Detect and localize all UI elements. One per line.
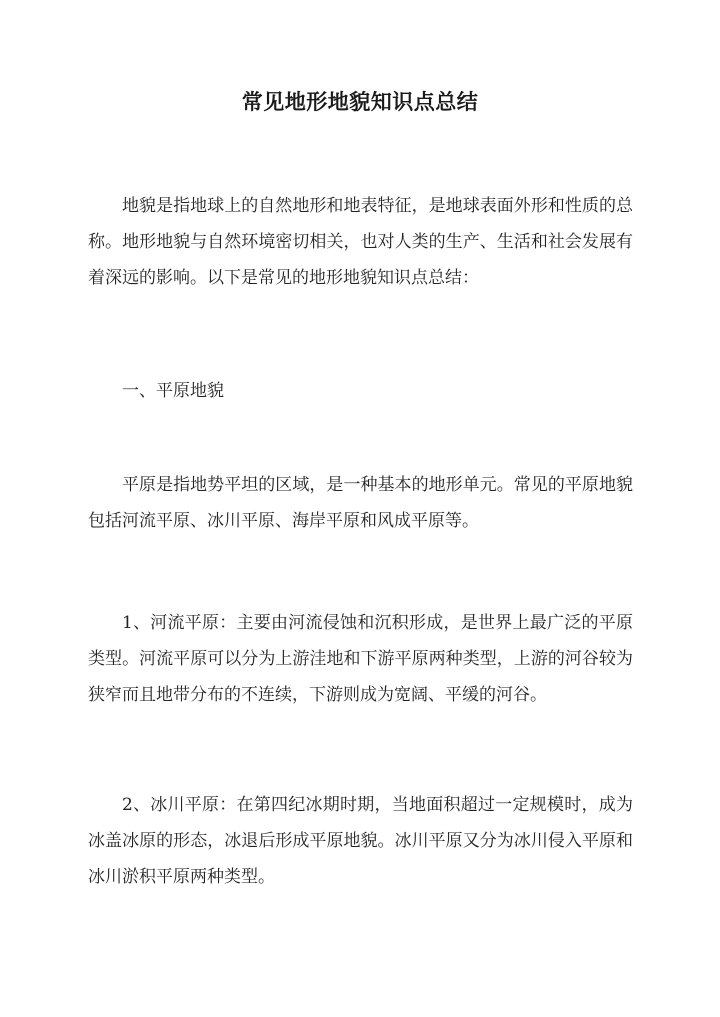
glacier-plain-paragraph: 2、冰川平原：在第四纪冰期时期，当地面积超过一定规模时，成为冰盖冰原的形态，冰退后形成平原地貌。冰川平原又分为冰川侵入平原和冰川淤积平原两种类型。 — [88, 795, 633, 887]
document-title: 常见地形地貌知识点总结 — [241, 89, 479, 114]
section-heading-plain-landforms: 一、平原地貌 — [122, 381, 224, 401]
river-plain-paragraph: 1、河流平原：主要由河流侵蚀和沉积形成，是世界上最广泛的平原类型。河流平原可以分为上游洼地和下游平原两种类型，上游的河谷较为狭窄而且地带分布的不连续，下游则成为宽阔、平缓的河谷。 — [88, 613, 633, 705]
plain-intro-paragraph: 平原是指地势平坦的区域，是一种基本的地形单元。常见的平原地貌包括河流平原、冰川平原、海岸平原和风成平原等。 — [88, 475, 633, 531]
intro-paragraph: 地貌是指地球上的自然地形和地表特征，是地球表面外形和性质的总称。地形地貌与自然环境密切相关，也对人类的生产、生活和社会发展有着深远的影响。以下是常见的地形地貌知识点总结： — [88, 196, 633, 288]
